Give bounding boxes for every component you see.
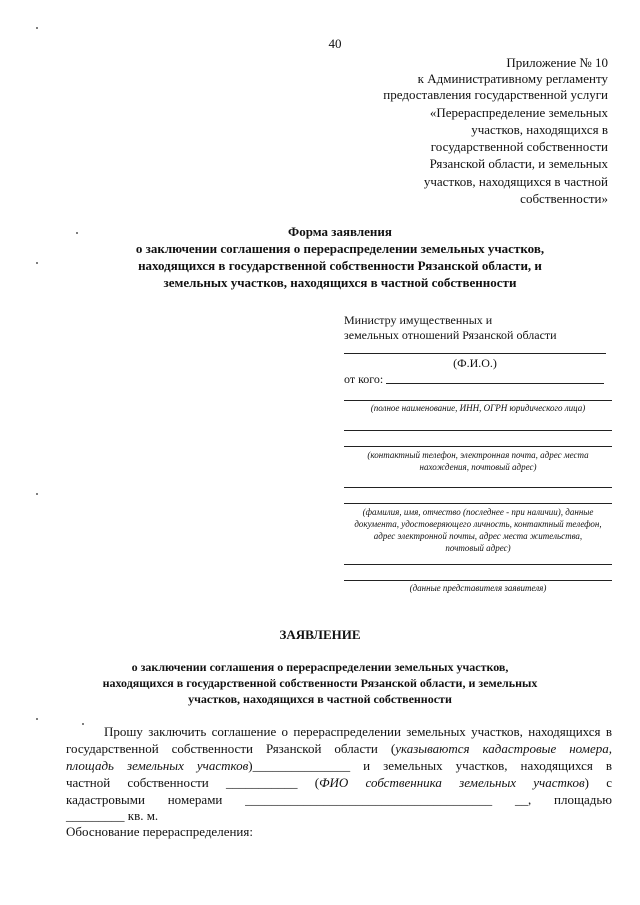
appendix-line: государственной собственности: [430, 139, 608, 154]
scan-speck: [36, 262, 38, 264]
contact-hint: нахождения, почтовый адрес): [419, 462, 537, 472]
form-title-line: о заключении соглашения о перераспределении земельных участков,: [135, 241, 545, 256]
appendix-line: участков, находящихся в частной: [423, 174, 608, 189]
scan-speck: [36, 27, 38, 29]
appendix-line: Рязанской области, и земельных: [429, 156, 608, 171]
from-label: от кого:: [344, 372, 384, 386]
fio-field-line[interactable]: [344, 353, 606, 354]
person-hint: почтовый адрес): [445, 543, 511, 553]
contact-field-line[interactable]: [344, 446, 612, 447]
statement-subtitle: участков, находящихся в частной собственности: [188, 692, 452, 706]
scan-speck: [36, 718, 38, 720]
person-field-line[interactable]: [344, 487, 612, 488]
appendix-number: Приложение № 10: [506, 55, 608, 70]
form-title-line: земельных участков, находящихся в частной собственности: [163, 275, 517, 290]
justification-label: Обоснование перераспределения:: [66, 824, 253, 839]
body-line: [66, 758, 612, 774]
from-field-line[interactable]: [386, 383, 604, 384]
body-text: )_______________ и земельных участков, находящихся в: [248, 758, 612, 773]
addressee-line: Министру имущественных и: [344, 313, 493, 327]
statement-heading: ЗАЯВЛЕНИЕ: [279, 627, 361, 642]
body-line: [66, 741, 612, 757]
person-hint: (фамилия, имя, отчество (последнее - при наличии), данные: [362, 507, 594, 517]
person-hint: документа, удостоверяющего личность, контактный телефон,: [354, 519, 602, 529]
body-text: частной собственности ___________ (: [66, 775, 320, 790]
body-line: кадастровыми номерами ______________________________________ __, площадью: [66, 792, 612, 807]
appendix-line: предоставления государственной услуги: [383, 87, 608, 102]
body-italic: площадь земельных участков: [66, 758, 249, 773]
body-line: Прошу заключить соглашение о перераспределении земельных участков, находящихся в: [104, 724, 612, 739]
page-number: 40: [328, 36, 342, 51]
representative-hint: (данные представителя заявителя): [409, 583, 547, 593]
contact-hint: (контактный телефон, электронная почта, адрес места: [367, 450, 589, 460]
representative-field-line[interactable]: [344, 580, 612, 581]
body-line: _________ кв. м.: [66, 808, 159, 823]
legal-entity-hint: (полное наименование, ИНН, ОГРН юридического лица): [370, 403, 586, 413]
appendix-line: участков, находящихся в: [471, 122, 608, 137]
appendix-line: собственности»: [520, 191, 608, 206]
person-hint: адрес электронной почты, адрес места жительства,: [373, 531, 583, 541]
appendix-line: к Административному регламенту: [417, 71, 608, 86]
contact-field-line[interactable]: [344, 430, 612, 431]
scan-speck: [82, 723, 84, 725]
representative-field-line[interactable]: [344, 564, 612, 565]
statement-subtitle: о заключении соглашения о перераспределении земельных участков,: [131, 660, 509, 674]
body-line: [66, 775, 612, 791]
appendix-line: «Перераспределение земельных: [429, 105, 608, 120]
statement-subtitle: находящихся в государственной собственности Рязанской области, и земельных: [102, 676, 538, 690]
form-title-line: находящихся в государственной собственности Рязанской области, и: [138, 258, 542, 273]
scan-speck: [36, 493, 38, 495]
fio-hint: (Ф.И.О.): [453, 356, 497, 370]
body-text: ) с: [584, 775, 612, 790]
body-italic: указываются кадастровые номера,: [395, 741, 612, 756]
body-italic: ФИО собственника земельных участков: [319, 775, 585, 790]
legal-entity-field-line[interactable]: [344, 400, 612, 401]
form-title: Форма заявления: [288, 224, 392, 239]
person-field-line[interactable]: [344, 503, 612, 504]
addressee-line: земельных отношений Рязанской области: [344, 328, 557, 342]
body-text: государственной собственности Рязанской области (: [66, 741, 396, 756]
